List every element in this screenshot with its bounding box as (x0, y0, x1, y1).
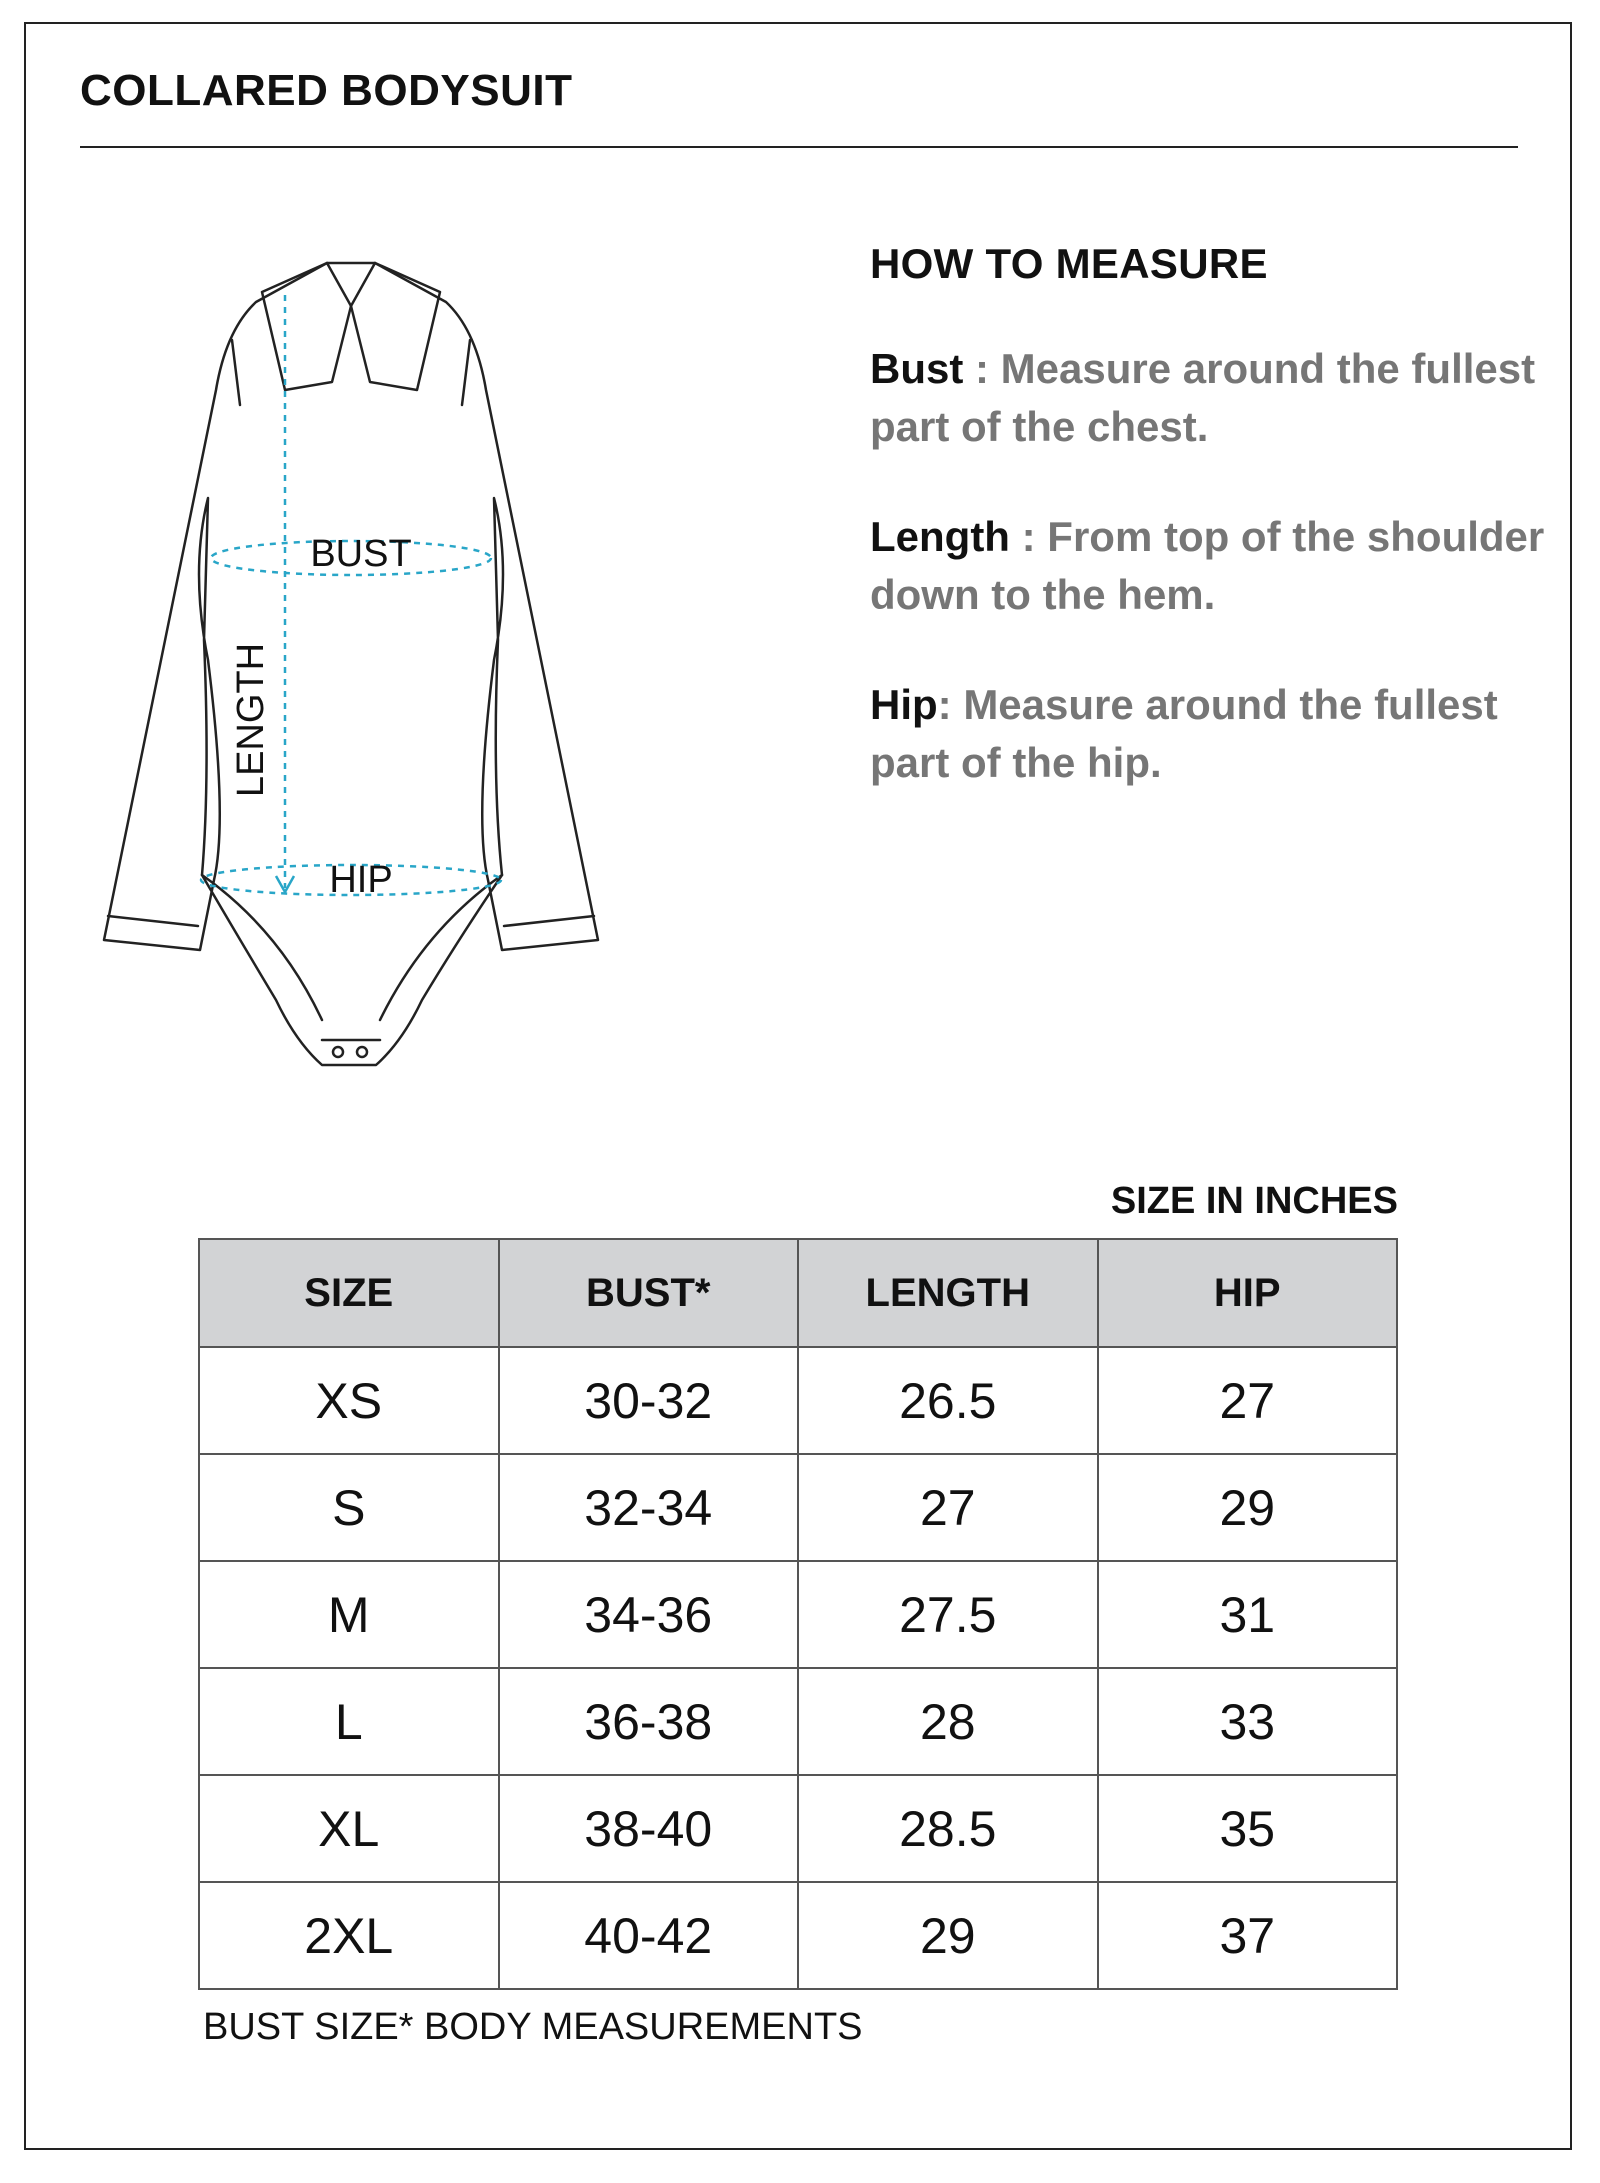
measure-text: Measure around the fullest part of the hip. (870, 681, 1498, 786)
measure-item-bust (870, 340, 1550, 456)
size-chart-table (198, 1238, 1398, 1990)
cell-size: L (199, 1668, 499, 1775)
collar-outline (327, 263, 375, 306)
column-header-bust: BUST* (499, 1239, 799, 1347)
bodysuit-diagram (90, 240, 630, 1100)
measure-text: From top of the shoulder down to the hem. (870, 513, 1545, 618)
hip-label: HIP (329, 859, 393, 901)
cell-hip: 29 (1098, 1454, 1398, 1561)
cell-bust: 34-36 (499, 1561, 799, 1668)
cell-size: 2XL (199, 1882, 499, 1989)
cell-size: XL (199, 1775, 499, 1882)
bodysuit-outline (104, 263, 598, 1065)
cell-length: 27 (798, 1454, 1098, 1561)
table-row (199, 1347, 1397, 1454)
measure-text: Measure around the fullest part of the chest. (870, 345, 1536, 450)
footnote: BUST SIZE* BODY MEASUREMENTS (203, 2006, 863, 2048)
page-title: COLLARED BODYSUIT (80, 66, 573, 115)
cell-length: 26.5 (798, 1347, 1098, 1454)
column-header-size: SIZE (199, 1239, 499, 1347)
cell-hip: 37 (1098, 1882, 1398, 1989)
measure-separator: : (937, 681, 964, 728)
cell-length: 28.5 (798, 1775, 1098, 1882)
measure-separator: : (963, 345, 1001, 392)
cell-length: 28 (798, 1668, 1098, 1775)
column-header-length: LENGTH (798, 1239, 1098, 1347)
table-row (199, 1775, 1397, 1882)
cell-hip: 31 (1098, 1561, 1398, 1668)
cell-hip: 33 (1098, 1668, 1398, 1775)
cell-bust: 38-40 (499, 1775, 799, 1882)
how-to-measure (870, 240, 1550, 844)
cell-hip: 35 (1098, 1775, 1398, 1882)
length-label: LENGTH (230, 642, 272, 798)
measure-item-hip (870, 676, 1550, 792)
units-label: SIZE IN INCHES (1110, 1180, 1398, 1222)
measure-term: Length (870, 513, 1010, 560)
cell-length: 27.5 (798, 1561, 1098, 1668)
measure-term: Hip (870, 681, 938, 728)
measure-term: Bust (870, 345, 964, 392)
table-row (199, 1454, 1397, 1561)
title-divider (80, 146, 1518, 148)
column-header-hip: HIP (1098, 1239, 1398, 1347)
table-row (199, 1561, 1397, 1668)
cell-size: S (199, 1454, 499, 1561)
cell-bust: 30-32 (499, 1347, 799, 1454)
cell-size: M (199, 1561, 499, 1668)
cell-size: XS (199, 1347, 499, 1454)
table-row (199, 1882, 1397, 1989)
cell-bust: 32-34 (499, 1454, 799, 1561)
cell-length: 29 (798, 1882, 1098, 1989)
measure-item-length (870, 508, 1550, 624)
bust-label: BUST (310, 533, 412, 575)
how-to-measure-heading: HOW TO MEASURE (870, 240, 1268, 287)
measure-separator: : (1009, 513, 1048, 560)
cell-hip: 27 (1098, 1347, 1398, 1454)
table-header-row (199, 1239, 1397, 1347)
table-row (199, 1668, 1397, 1775)
cell-bust: 40-42 (499, 1882, 799, 1989)
cell-bust: 36-38 (499, 1668, 799, 1775)
